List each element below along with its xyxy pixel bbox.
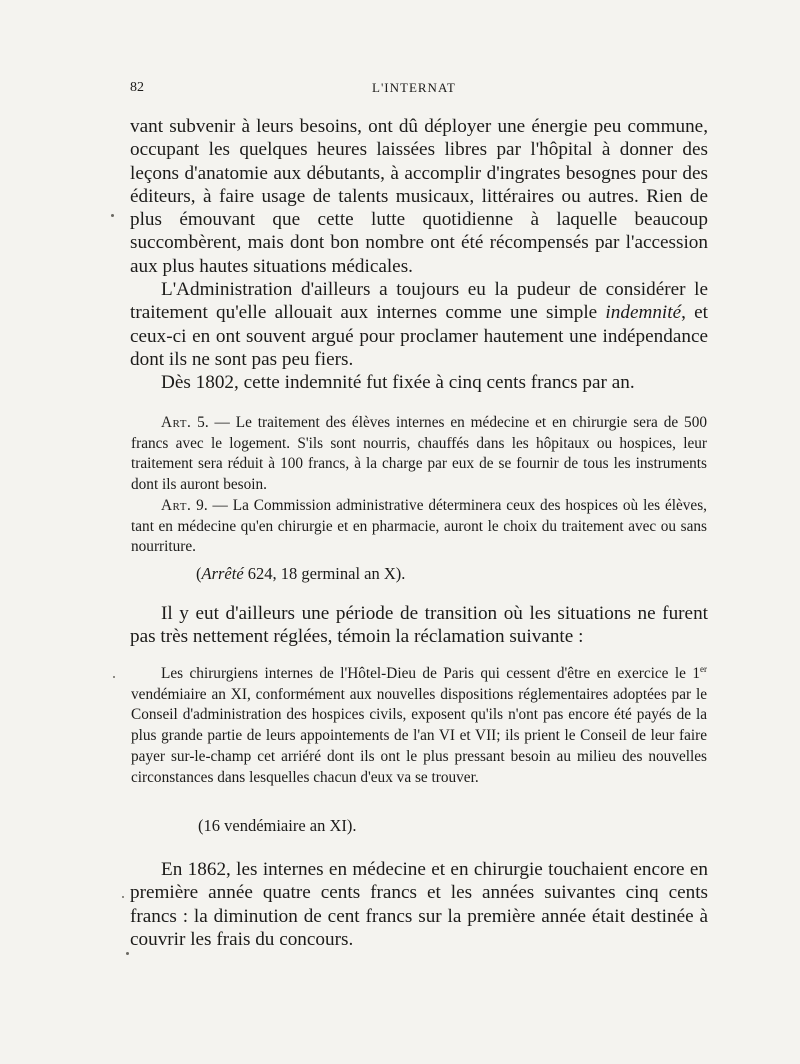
citation-1-emphasis: Arrêté [201,564,244,583]
article-5-label: Art. [161,414,192,431]
article-9 [131,496,707,558]
paragraph-2 [130,278,708,371]
body-text-block-1 [130,115,708,395]
quoted-petition [131,664,707,788]
paragraph-1: vant subvenir à leurs besoins, ont dû déployer une énergie peu commune, occupant les quelques heures laissées libres par l'hôpital à donner des leçons d'anatomie aux débutants, à accomplir d'ingrates besognes pour des éditeurs, à faire usage de talents musicaux, littéraires ou autres. Rien de plus émouvant que cette lutte quotidienne à laquelle beaucoup succombèrent, mais dont bon nombre ont été récompensés par l'accession aux plus hautes situations médicales. [130,116,708,277]
paragraph-2-end: , et ceux-ci en ont souvent argué pour proclamer hautement une indépendance dont ils ne sont pas peu fiers. [130,302,708,370]
citation-1-rest: 624, 18 germinal an X). [243,564,406,583]
petition-text-start: Les chirurgiens internes de l'Hôtel-Dieu de Paris qui cessent d'être en exercice le 1 [161,665,700,682]
body-text-block-2 [130,602,708,649]
paragraph-5: En 1862, les internes en médecine et en chirurgie touchaient encore en première année quatre cents francs et les années suivantes cinq cents francs : la diminution de cent francs sur la première année était destinée à couvrir les frais du concours. [130,859,708,950]
scan-speck [126,952,129,955]
scan-speck [111,214,114,217]
running-title: L'INTERNAT [372,80,456,95]
petition-text-end: vendémiaire an XI, conformément aux nouvelles dispositions réglementaires adoptées par le Conseil d'administration des hospices civils, exposent qu'ils n'ont pas encore été payés de la plus grande partie de leurs appointements de l'an VI et VII; ils prient le Conseil de leur faire payer sur-le-champ cet arriéré dont ils ont le plus pressant besoin au milieu des nouvelles circonstances dans lesquelles chacun d'eux va se trouver. [131,685,707,786]
body-text-block-3 [130,858,708,951]
article-5 [131,413,707,496]
petition-text [131,664,707,788]
article-5-number: 5. — [191,414,236,431]
scan-speck [122,896,124,898]
article-9-text: La Commission administrative déterminera ceux des hospices où les élèves, tant en médecine qu'en chirurgie et en pharmacie, auront le choix du traitement avec ou sans nourriture. [131,496,708,556]
citation-1-open: ( [196,564,202,583]
article-5-text: Le traitement des élèves internes en médecine et en chirurgie sera de 500 francs avec le logement. S'ils sont nourris, chauffés dans les hôpitaux ou hospices, leur traitement sera réduit à 100 francs, à la charge par eux de se fournir de tous les instruments dont ils auront besoin. [131,414,707,494]
article-9-label: Art. [161,496,192,514]
scan-speck [113,676,115,678]
petition-superscript: er [700,664,707,674]
paragraph-4: Il y eut d'ailleurs une période de transition où les situations ne furent pas très nettement réglées, témoin la réclamation suivante : [130,603,708,648]
paragraph-2-start: L'Administration d'ailleurs a toujours eu la pudeur de considérer le traitement qu'elle allouait aux internes comme une simple [130,279,708,324]
citation-1 [196,564,405,584]
paragraph-2-emphasis: indemnité [605,302,682,324]
citation-2: (16 vendémiaire an XI). [198,816,357,835]
page-number: 82 [130,80,144,95]
quoted-decree [131,413,707,558]
article-9-number: 9. — [191,496,233,514]
paragraph-3: Dès 1802, cette indemnité fut fixée à cinq cents francs par an. [161,372,635,394]
page-header [130,80,708,100]
